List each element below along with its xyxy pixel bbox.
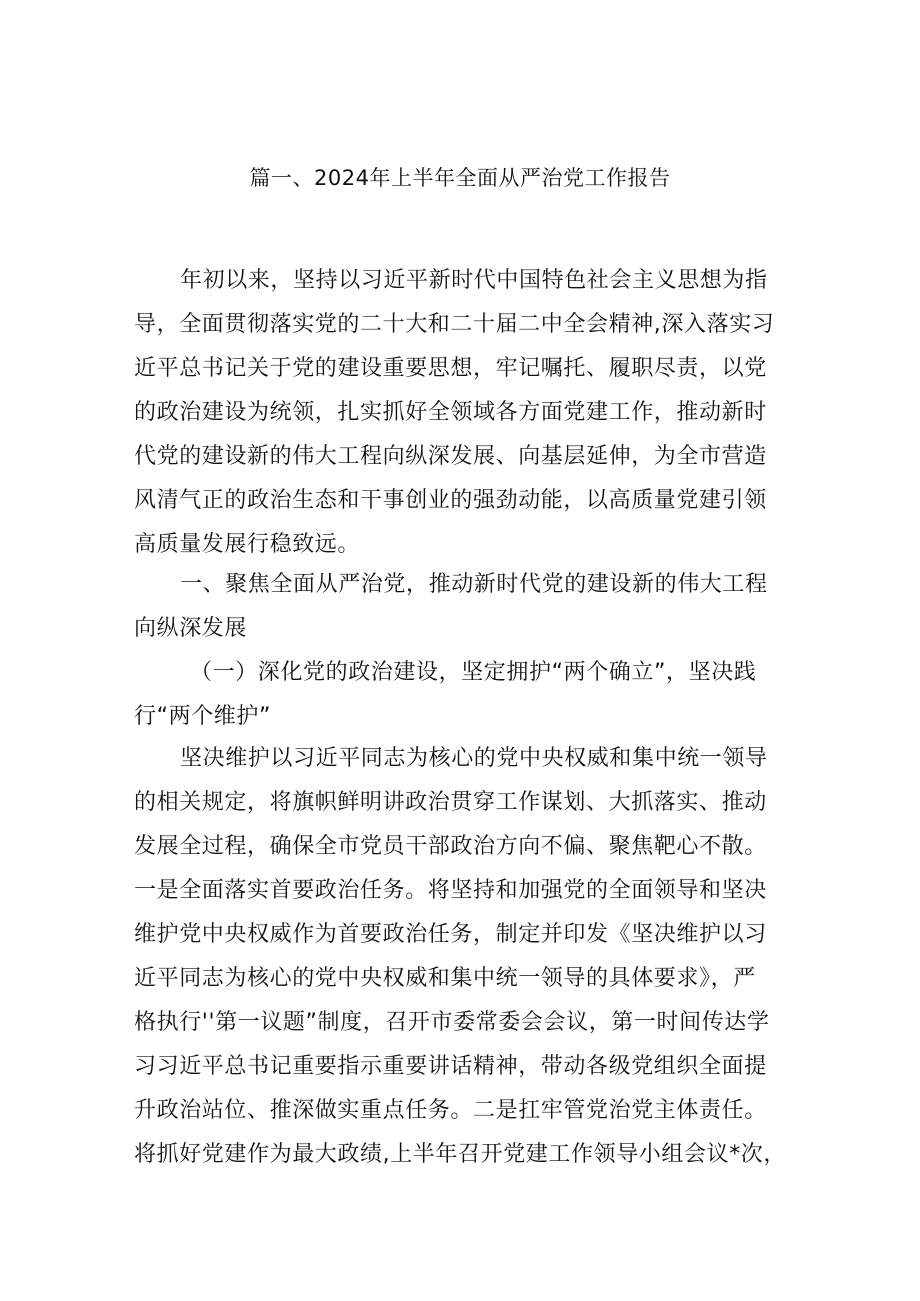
document-title: 篇一、2024年上半年全面从严治党工作报告	[249, 166, 671, 190]
paragraph-line: 风清气正的政治生态和干事创业的强劲动能，以高质量党建引领	[134, 488, 767, 513]
section-heading: 一、聚焦全面从严治党，推动新时代党的建设新的伟大工程	[180, 572, 768, 597]
paragraph-line: 发展全过程，确保全市党员干部政治方向不偏、聚焦靶心不散。	[134, 834, 767, 859]
paragraph-line: 一是全面落实首要政治任务。将坚持和加强党的全面领导和坚决	[134, 878, 767, 903]
subsection-heading: （一）深化党的政治建设，坚定拥护“两个确立”，坚决践	[190, 660, 757, 685]
paragraph-line: 代党的建设新的伟大工程向纵深发展、向基层延伸，为全市营造	[134, 444, 767, 469]
paragraph-line: 高质量发展行稳致远。	[134, 532, 361, 557]
paragraph-line: 近平总书记关于党的建设重要思想，牢记嘱托、履职尽责，以党	[134, 356, 767, 381]
paragraph-line: 将抓好党建作为最大政绩,上半年召开党建工作领导小组会议*次，	[134, 1142, 786, 1167]
section-heading-continued: 向纵深发展	[134, 616, 248, 641]
paragraph-line: 坚决维护以习近平同志为核心的党中央权威和集中统一领导	[180, 746, 768, 771]
paragraph-line: 近平同志为核心的党中央权威和集中统一领导的具体要求》，严	[134, 966, 756, 991]
paragraph-line: 升政治站位、推深做实重点任务。二是扛牢管党治党主体责任。	[134, 1098, 767, 1123]
paragraph-line: 年初以来，坚持以习近平新时代中国特色社会主义思想为指	[180, 268, 768, 293]
paragraph-line: 导，全面贯彻落实党的二十大和二十届二中全会精神,深入落实习	[134, 312, 775, 337]
paragraph-line: 的相关规定，将旗帜鲜明讲政治贯穿工作谋划、大抓落实、推动	[134, 790, 767, 815]
paragraph-line: 习习近平总书记重要指示重要讲话精神，带动各级党组织全面提	[134, 1054, 767, 1079]
paragraph-line: 格执行''第一议题”制度，召开市委常委会会议，第一时间传达学	[134, 1010, 770, 1035]
paragraph-line: 的政治建设为统领，扎实抓好全领域各方面党建工作，推动新时	[134, 400, 767, 425]
subsection-heading-continued: 行“两个维护”	[134, 704, 271, 729]
paragraph-line: 维护党中央权威作为首要政治任务，制定并印发《坚决维护以习	[134, 922, 767, 947]
